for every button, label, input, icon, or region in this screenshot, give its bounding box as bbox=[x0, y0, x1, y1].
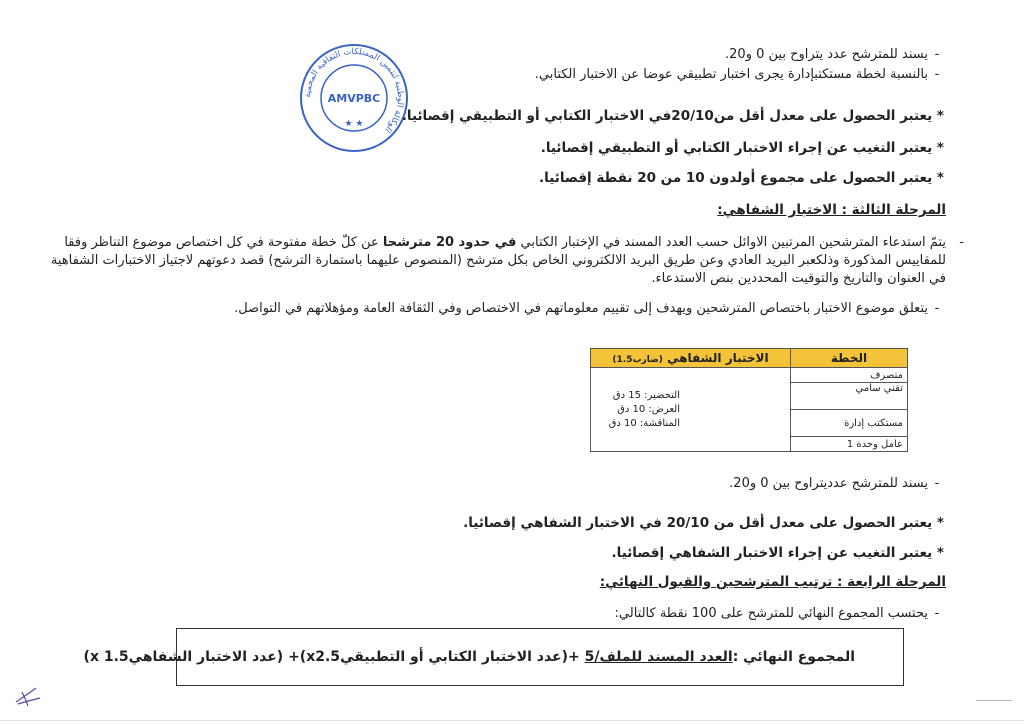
list-item: -يحتسب المجموع النهائي للمترشح على 100 نقطة كالتالي: bbox=[614, 606, 940, 621]
table-header-oral: الاختبار الشفاهي (ضارب1.5) bbox=[591, 349, 791, 368]
final-score-formula: المجموع النهائي :العدد المسند للملف/5 +(عدد الاختبار الكتابي أو التطبيقيx2.5)+ (عدد الاختبار الشفاهيx 1.5) bbox=[83, 649, 855, 665]
section-heading: المرحلة الرابعة : ترتيب المترشحين والقبول النهائي: bbox=[599, 574, 946, 590]
stamp-ring-text: الوكالة الوطنية لتثمين الممتلكات الثقافية المحمية bbox=[302, 46, 406, 135]
elimination-note: * يعتبر الحصول على معدل أقل من 20/10 في الاختبار الشفاهي إقصائيا. bbox=[463, 515, 944, 531]
table-header-plan: الخطة bbox=[791, 349, 908, 368]
elimination-note: * يعتبر التغيب عن إجراء الاختبار الكتابي أو التطبيقي إقصائيا. bbox=[540, 140, 944, 156]
stamp-stars: ★ ★ bbox=[344, 119, 364, 129]
list-item: -يتعلق موضوع الاختبار باختصاص المترشحين ويهدف إلى تقييم معلوماتهم في الاختصاص وفي الثقافة العامة ومؤهلاتهم في التواصل. bbox=[234, 301, 940, 316]
timing-cell: التحضير: 15 دق العرض: 10 دق المناقشة: 10 دق bbox=[591, 368, 791, 452]
initials-signature bbox=[14, 684, 42, 708]
table-cell: تقني سامي bbox=[791, 383, 908, 410]
elimination-note: * يعتبر الحصول على معدل أقل من20/10في الاختبار الكتابي أو التطبيقي إقصائيا. bbox=[401, 108, 944, 124]
table-cell: متصرف bbox=[791, 368, 908, 383]
list-item: -يسند للمترشح عدديتراوح بين 0 و20. bbox=[729, 476, 940, 491]
stamp-text: AMVPBC bbox=[327, 92, 381, 105]
elimination-note: * يعتبر الحصول على مجموع أولدون 10 من 20 نقطة إقصائيا. bbox=[539, 170, 944, 186]
table-cell: مستكتب إدارة bbox=[791, 410, 908, 437]
page-corner-mark bbox=[976, 700, 1012, 705]
page-bottom-rule bbox=[0, 720, 1024, 721]
table-cell: عامل وحدة 1 bbox=[791, 437, 908, 452]
list-item: -يسند للمترشح عدد يتراوح بين 0 و20. bbox=[725, 47, 940, 62]
paragraph: - يتمّ استدعاء المترشحين المرتبين الاوائل حسب العدد المسند في الإختبار الكتابي في حدود 20 مترشحا عن كلّ خطة مفتوحة في كل اختصاص موضوع التناظر وفقا للمقاييس المذكورة وذلكعبر البريد العادي وعن طريق البريد الالكتروني الخاص بكل مترشح (المنصوص عليهما باستمارة الترشح) قصد دعوتهم لاجتياز الاختبارات الشفاهية في العنوان والتاريخ والتوقيت المحددين بنص الاستدعاء. bbox=[50, 235, 964, 286]
oral-exam-table bbox=[590, 348, 908, 452]
section-heading: المرحلة الثالثة : الاختبار الشفاهي: bbox=[717, 202, 946, 218]
elimination-note: * يعتبر التغيب عن إجراء الاختبار الشفاهي إقصائيا. bbox=[611, 545, 944, 561]
formula-box bbox=[83, 628, 904, 686]
list-item: -بالنسبة لخطة مستكتبإدارة يجرى اختبار تطبيقي عوضا عن الاختبار الكتابي. bbox=[534, 67, 940, 82]
official-stamp bbox=[298, 42, 410, 154]
